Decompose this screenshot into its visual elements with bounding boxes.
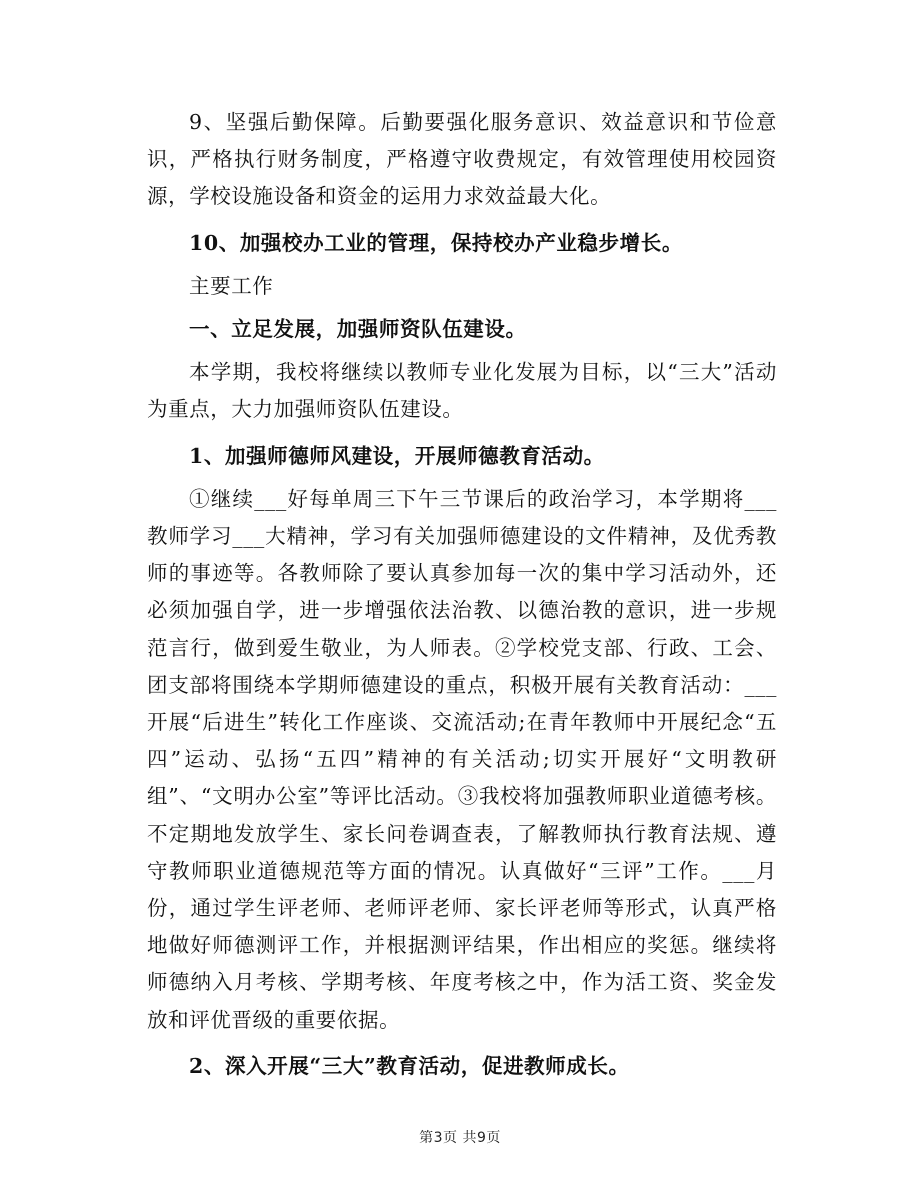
paragraph-ethics-body: ①继续___好每单周三下午三节课后的政治学习，本学期将___教师学习___大精神，学习有关加强师德建设的文件精神，及优秀教师的事迹等。各教师除了要认真参加每一次的集中学习活动外，还必须加强自学，进一步增强依法治教、以德治教的意识，进一步规范言行，做到爱生敬业，为人师表。②学校党支部、行政、工会、团支部将围绕本学期师德建设的重点，积极开展有关教育活动：___开展“后进生”转化工作座谈、交流活动;在青年教师中开展纪念“五四”运动、弘扬“五四”精神的有关活动;切实开展好“文明教研组”、“文明办公室”等评比活动。③我校将加强教师职业道德考核。不定期地发放学生、家长问卷调查表，了解教师执行教育法规、遵守教师职业道德规范等方面的情况。认真做好“三评”工作。___月份，通过学生评老师、老师评老师、家长评老师等形式，认真严格地做好师德测评工作，并根据测评结果，作出相应的奖惩。继续将师德纳入月考核、学期考核、年度考核之中，作为活工资、奖金发放和评优晋级的重要依据。 bbox=[147, 486, 777, 1032]
item-heading-three-activities: 2、深入开展“三大”教育活动，促进教师成长。 bbox=[189, 1053, 630, 1078]
section-heading-teacher-team: 一、立足发展，加强师资队伍建设。 bbox=[189, 317, 527, 342]
paragraph-logistics: 9、坚强后勤保障。后勤要强化服务意识、效益意识和节俭意识，严格执行财务制度，严格遵守收费规定，有效管理使用校园资源，学校设施设备和资金的运用力求效益最大化。 bbox=[147, 110, 777, 209]
page-content bbox=[147, 104, 777, 1085]
heading-school-industry: 10、加强校办工业的管理，保持校办产业稳步增长。 bbox=[189, 230, 683, 255]
paragraph-intro: 本学期，我校将继续以教师专业化发展为目标，以“三大”活动为重点，大力加强师资队伍建设。 bbox=[147, 360, 777, 422]
heading-main-work: 主要工作 bbox=[189, 273, 274, 298]
page-number-footer: 第3页 共9页 bbox=[419, 1130, 501, 1146]
item-heading-ethics: 1、加强师德师风建设，开展师德教育活动。 bbox=[189, 443, 605, 468]
